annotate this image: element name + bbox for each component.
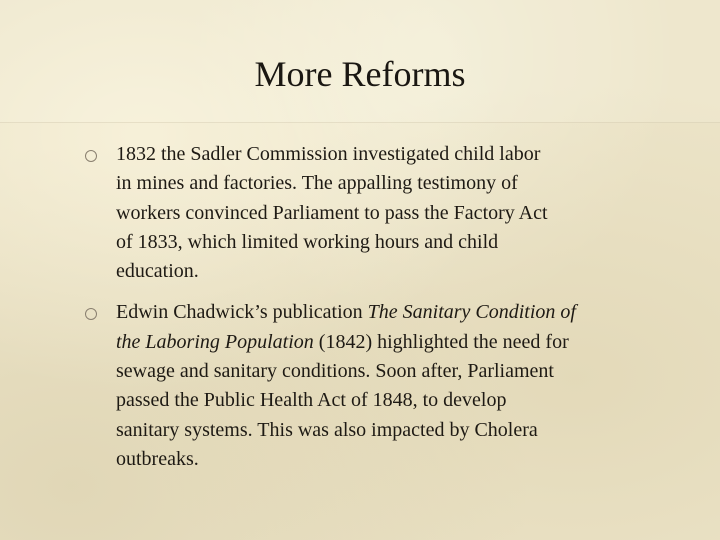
bullet-text: 1832 the Sadler Commission investigated child labor in mines and factories. The appalling testimony of workers convinced Parliament to pass the Factory Act of 1833, which limited working hours and child education. [116, 143, 548, 283]
bullet-text-lead: Edwin Chadwick’s publication [116, 301, 368, 324]
publication-title: The Sanitary Condition of the Laboring Population [116, 301, 576, 353]
bullet-list [0, 140, 720, 486]
bullet-item-chadwick-publication [0, 298, 720, 474]
bullet-text [116, 298, 656, 474]
bullet-text-rest: (1842) highlighted the need for sewage and sanitary conditions. Soon after, Parliament passed the Public Health Act of 1848, to develop sanitary systems. This was also impacted by Cholera outbreaks. [116, 330, 569, 470]
circle-bullet-icon [85, 150, 97, 162]
bullet-item-sadler-commission [0, 140, 720, 286]
slide-title: More Reforms [254, 54, 466, 94]
circle-bullet-icon [85, 308, 97, 320]
